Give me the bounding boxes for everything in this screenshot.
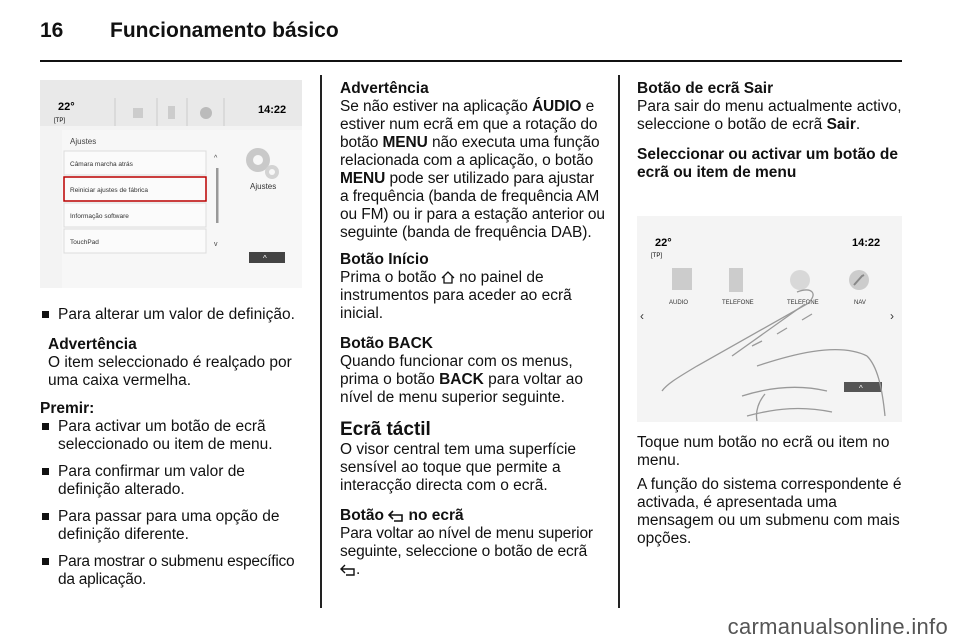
screenbtn-title: Botão no ecrã: [340, 507, 464, 524]
touch-screen-drawing: [637, 216, 902, 422]
home-icon: [441, 271, 455, 284]
icon-label-nav: NAV: [854, 300, 866, 306]
chevron-up-icon: ^: [263, 254, 267, 263]
compass-icon: [849, 270, 869, 290]
header-rule: [40, 60, 902, 62]
phone-icon: [168, 106, 175, 119]
screen2-time: 14:22: [852, 237, 881, 249]
premir-label: Premir:: [40, 400, 95, 417]
screen2-temp: 22°: [655, 237, 672, 249]
column-3: [637, 80, 903, 182]
select-title: Seleccionar ou activar um botão de ecrã ou item de menu: [637, 146, 898, 181]
note2-text: Se não estiver na aplicação ÁUDIO e estiver num ecrã em que a rotação do botão MENU não executa uma função relacionada com a aplicação, o botão MENU pode ser utilizado para ajustar a frequência (banda de frequência AM ou FM) ou ir para a estação anterior ou seguinte (banda de frequência DAB).: [340, 98, 605, 241]
back-arrow-icon: [340, 564, 356, 576]
touch-screenshot: [637, 216, 902, 422]
back-title: Botão BACK: [340, 335, 433, 352]
page-title: Funcionamento básico: [110, 19, 339, 42]
column-3-lower: [637, 434, 903, 548]
column-1: [40, 306, 306, 589]
bullet-2: Para confirmar um valor de definição alterado.: [40, 463, 306, 499]
watermark: carmanualsonline.info: [727, 614, 948, 639]
sair-text: Para sair do menu actualmente activo, seleccione o botão de ecrã Sair.: [637, 98, 902, 133]
settings-screenshot: [40, 80, 302, 288]
svg-text:^: ^: [214, 155, 218, 162]
back-arrow-icon: [388, 510, 404, 522]
page-number: 16: [40, 19, 64, 42]
bullet-setting: Para alterar um valor de definição.: [40, 306, 306, 324]
settings-item-3: Informação software: [70, 213, 129, 220]
chevron-right-icon: ›: [890, 309, 894, 323]
touch-title: Ecrã táctil: [340, 419, 431, 440]
touch-step-1: Toque num botão no ecrã ou item no menu.: [637, 434, 890, 469]
settings-item-4: TouchPad: [70, 239, 99, 246]
svg-text:v: v: [214, 241, 218, 248]
settings-item-1: Câmara marcha atrás: [70, 161, 133, 168]
touch-text: O visor central tem uma superfície sensível ao toque que permite a interacção directa com o ecrã.: [340, 441, 577, 494]
page-header: [40, 18, 339, 44]
bullet-3: Para passar para uma opção de definição diferente.: [40, 508, 306, 544]
screen1-side-label: Ajustes: [250, 182, 277, 191]
screen2-tp: [TP]: [651, 253, 663, 259]
info-icon: [200, 107, 212, 119]
bullet-4: Para mostrar o submenu específico da aplicação.: [40, 553, 306, 589]
projection-icon: [790, 270, 810, 290]
screen1-temp: 22°: [58, 101, 75, 113]
note1-title: Advertência: [48, 336, 137, 353]
settings-item-2: Reiniciar ajustes de fábrica: [70, 187, 149, 194]
screen1-time: 14:22: [258, 104, 287, 116]
icon-label-phone: TELEFONE: [722, 300, 754, 306]
settings-screen-drawing: [40, 80, 302, 288]
sair-title: Botão de ecrã Sair: [637, 80, 774, 97]
column-2: [340, 80, 606, 579]
screen1-section: Ajustes: [70, 137, 97, 146]
back-text: Quando funcionar com os menus, prima o botão BACK para voltar ao nível de menu superior seguinte.: [340, 353, 583, 406]
note1-text: O item seleccionado é realçado por uma caixa vermelha.: [48, 354, 292, 389]
chevron-up-icon: ^: [859, 384, 863, 393]
chevron-left-icon: ‹: [640, 309, 644, 323]
screen1-tp: [TP]: [54, 118, 66, 124]
inicio-text: Prima o botão no painel de instrumentos para aceder ao ecrã inicial.: [340, 269, 572, 322]
column-divider-2: [618, 75, 620, 608]
phone-icon: [729, 268, 743, 292]
music-icon: [133, 108, 143, 118]
icon-label-audio: AUDIO: [669, 300, 689, 306]
bullet-1: Para activar um botão de ecrã seleccionado ou item de menu.: [40, 418, 306, 454]
touch-step-2: A função do sistema correspondente é activada, é apresentada uma mensagem ou um submenu com mais opções.: [637, 476, 902, 547]
music-icon: [672, 268, 692, 290]
inicio-title: Botão Início: [340, 251, 429, 268]
column-divider-1: [320, 75, 322, 608]
icon-label-phone2: TELEFONE: [787, 300, 819, 306]
screenbtn-text: Para voltar ao nível de menu superior seguinte, seleccione o botão de ecrã .: [340, 525, 593, 578]
note2-title: Advertência: [340, 80, 429, 97]
